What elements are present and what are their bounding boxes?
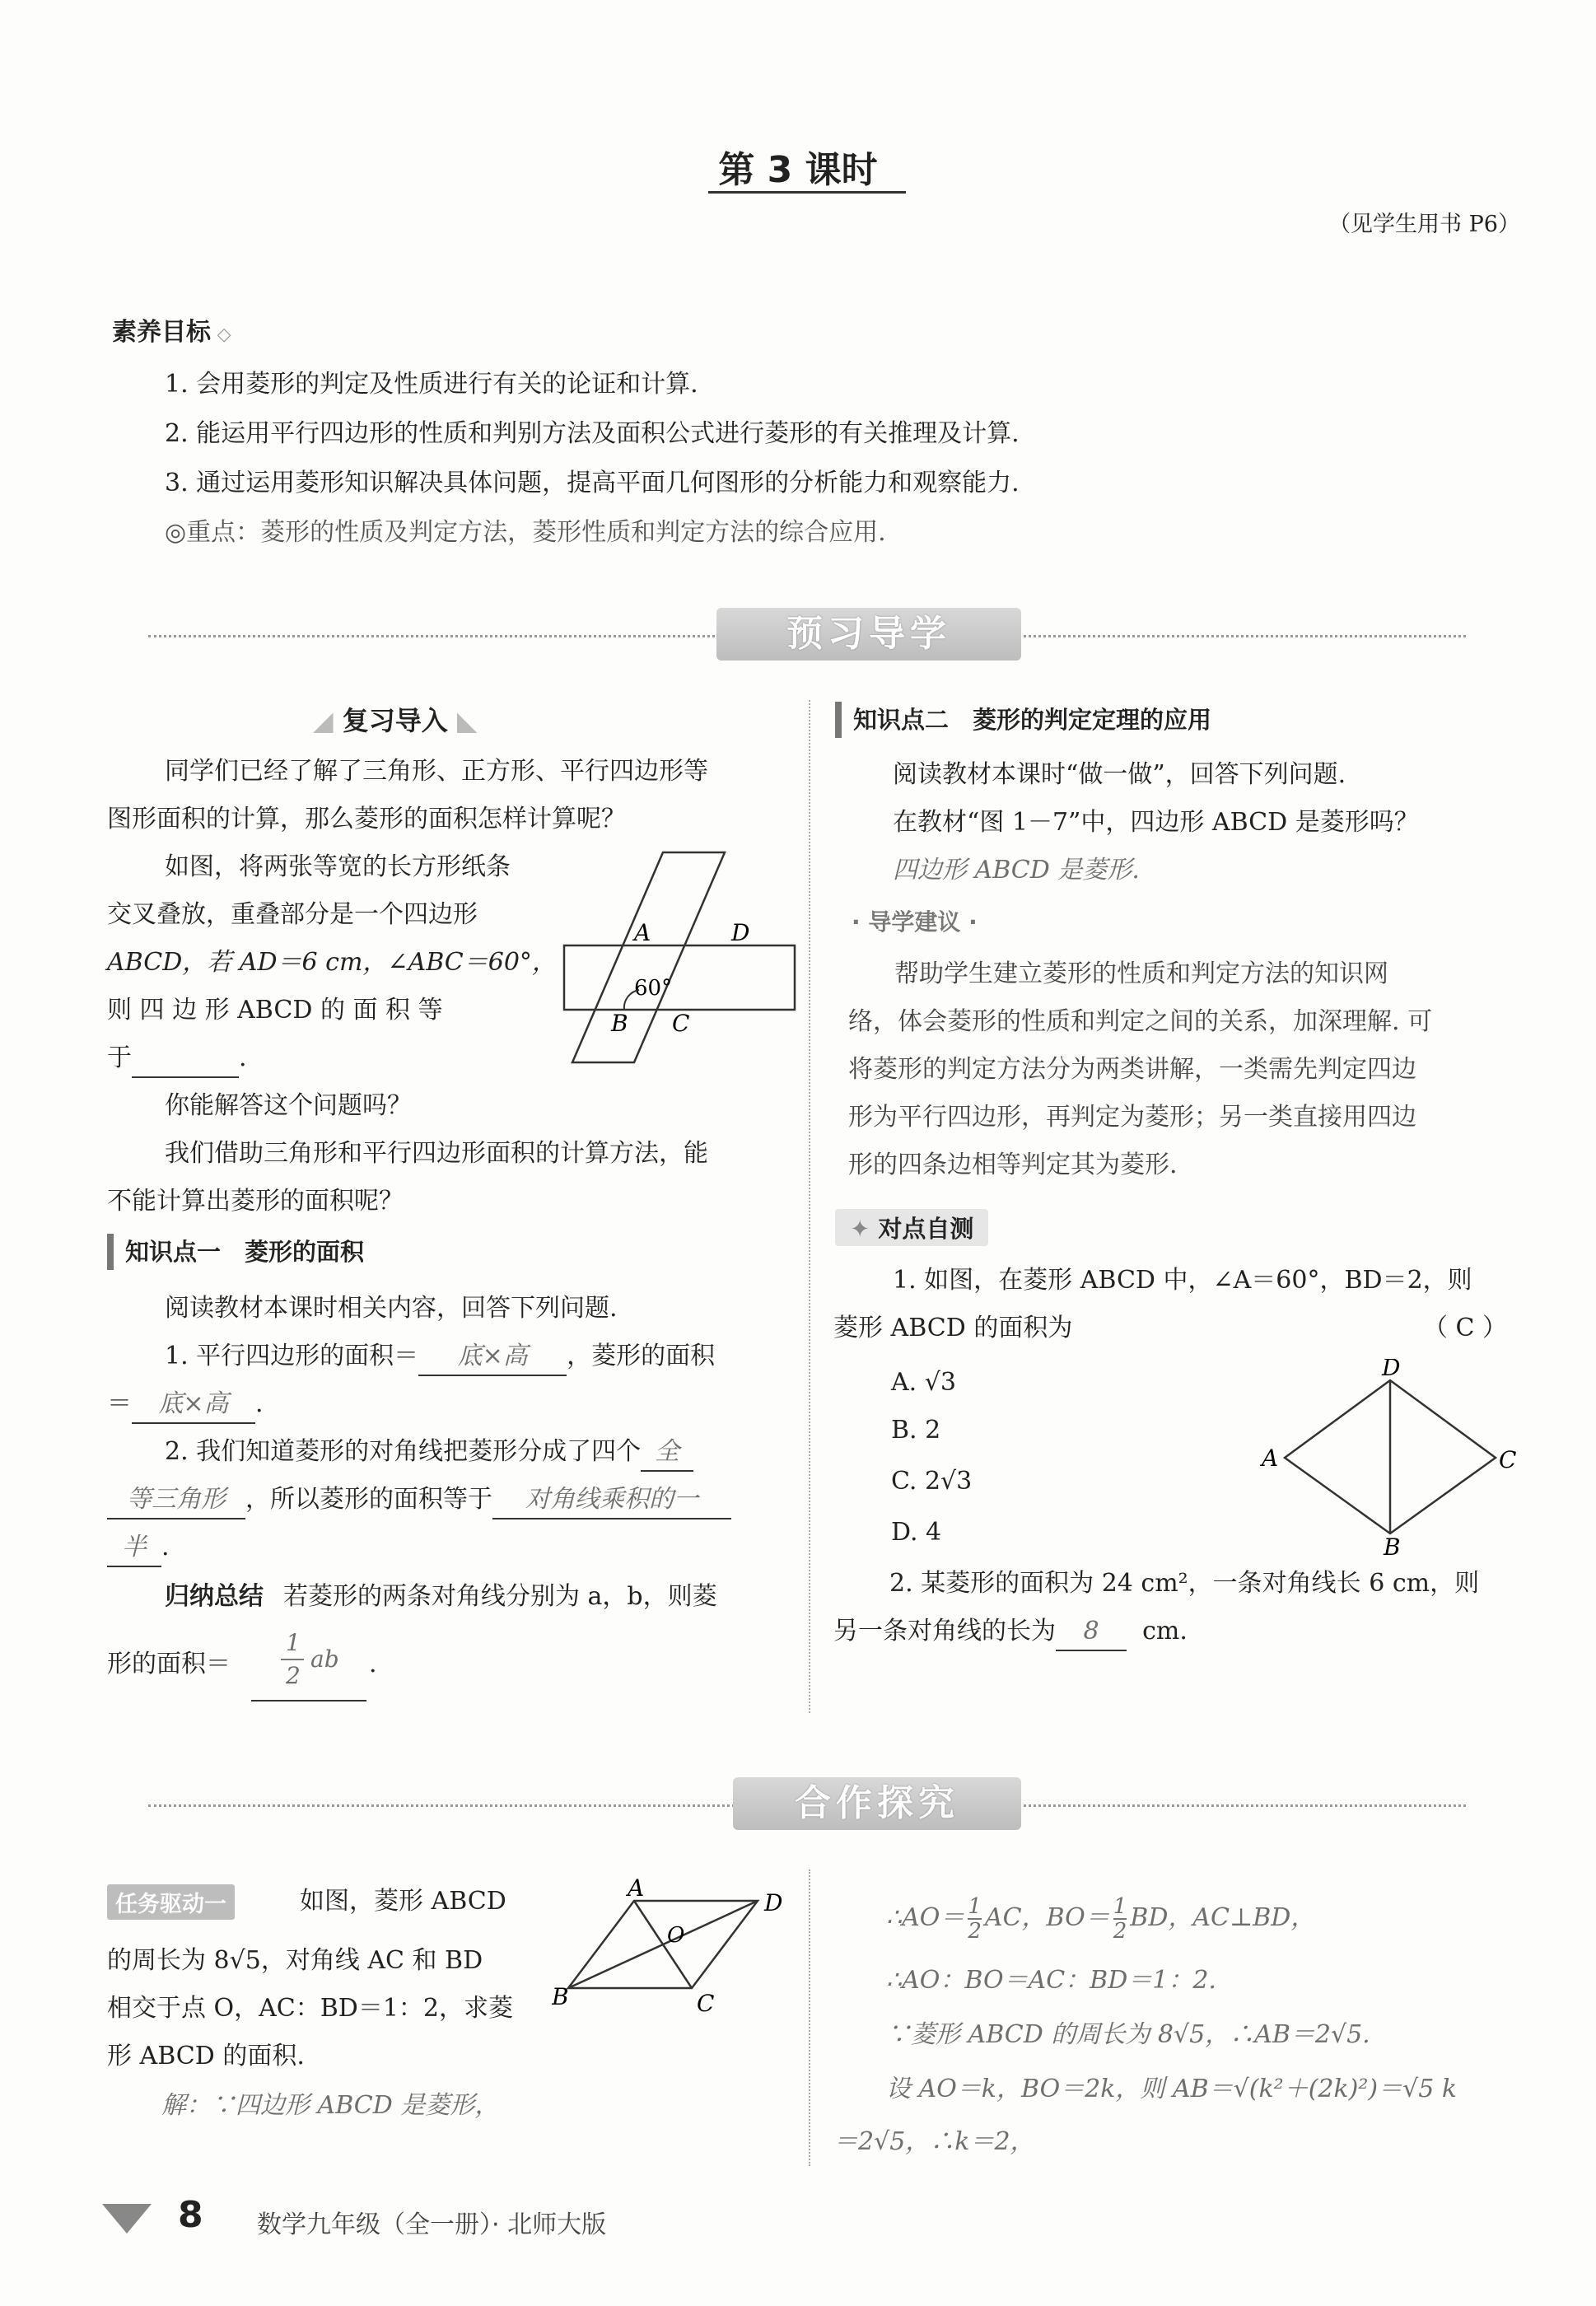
key-point: ◎重点：菱形的性质及判定方法，菱形性质和判定方法的综合应用. [165, 518, 886, 547]
kp1-q1-cont: ＝ 底×高 . [107, 1380, 264, 1428]
solution-l2: ∴AO：BO＝AC：BD＝1：2. [886, 1966, 1216, 1995]
review-p4-l1: 我们借助三角形和平行四边形面积的计算方法，能 [165, 1139, 708, 1168]
review-p2-l3: ABCD，若 AD＝6 cm，∠ABC＝60°， [107, 948, 557, 977]
kp2-title: 知识点二 菱形的判定定理的应用 [835, 702, 1211, 738]
column-divider-bottom [809, 1870, 810, 2166]
solution-l1: ∴AO＝ $\frac{1}{2}$ AC，$BO= \frac{1}{2}$ BD，AC⊥BD， [886, 1894, 1316, 1944]
lesson-title: 第 3 课时 [718, 149, 878, 191]
review-p2-l2: 交叉叠放，重叠部分是一个四边形 [107, 900, 478, 929]
kp1-summary-answer: 1 2 ab [251, 1629, 366, 1701]
book-reference: （见学生用书 P6） [1328, 212, 1520, 237]
svg-text:D: D [764, 1889, 783, 1916]
label-D: D [731, 919, 750, 946]
kp1-summary-cont: 形的面积＝ [107, 1650, 231, 1678]
option-a: A. √3 [891, 1368, 956, 1397]
solution-l5: ＝2√5，∴k＝2， [833, 2127, 1035, 2156]
triangle-icon: ◢ [313, 705, 343, 736]
kp1-summary-end: . [369, 1650, 377, 1678]
parallelogram-figure [552, 1876, 799, 2041]
diamond-icon: ◇ [211, 324, 231, 345]
review-p2-l5: 于 . [107, 1034, 247, 1082]
task-l3: 相交于点 O，AC：BD＝1：2，求菱 [107, 1994, 514, 2023]
goal-2: 2. 能运用平行四边形的性质和判别方法及面积公式进行菱形的有关推理及计算. [165, 419, 1020, 448]
review-p1-l1: 同学们已经了解了三角形、正方形、平行四边形等 [165, 757, 708, 786]
selftest-q2-l2: 另一条对角线的长为 8 cm. [833, 1608, 1188, 1655]
task-l1: 如图，菱形 ABCD [300, 1887, 506, 1916]
label-C: C [672, 1010, 690, 1037]
selftest-q2-l1: 2. 某菱形的面积为 24 cm²，一条对角线长 6 cm，则 [889, 1569, 1480, 1598]
option-d: D. 4 [891, 1518, 942, 1547]
advice-l1: 帮助学生建立菱形的性质和判定方法的知识网 [894, 959, 1388, 988]
solution-l4: 设 AO＝k，BO＝2k，则 AB＝√(k²＋(2k)²)＝√5 k [886, 2075, 1458, 2103]
page-number: 8 [178, 2194, 203, 2236]
rhombus-figure [1252, 1359, 1524, 1557]
section-banner-preview: 预习导学 [148, 608, 1466, 665]
selftest-q1-answer: （ C ） [1423, 1314, 1508, 1342]
label-A: A [634, 919, 651, 946]
selftest-q1-l2: 菱形 ABCD 的面积为 [833, 1314, 1073, 1342]
crossed-strips-figure [560, 848, 807, 1071]
kp1-q2-cont: 等三角形 ，所以菱形的面积等于 对角线乘积的一 [107, 1476, 731, 1524]
task-label: 任务驱动一 [107, 1884, 235, 1920]
goal-1: 1. 会用菱形的判定及性质进行有关的论证和计算. [165, 370, 698, 399]
review-p2-l4: 则 四 边 形 ABCD 的 面 积 等 [107, 996, 443, 1025]
advice-l3: 将菱形的判定方法分为两类讲解，一类需先判定四边 [848, 1055, 1416, 1084]
lesson-title-underline [708, 191, 906, 194]
review-heading: ◢ 复习导入 ◣ [313, 705, 478, 736]
svg-text:O: O [667, 1923, 685, 1948]
advice-l4: 形为平行四边形，再判定为菱形；另一类直接用四边 [848, 1103, 1416, 1132]
review-p1-l2: 图形面积的计算，那么菱形的面积怎样计算呢？ [107, 805, 626, 833]
svg-text:B: B [1384, 1533, 1401, 1557]
review-p3: 你能解答这个问题吗？ [165, 1091, 412, 1120]
advice-l5: 形的四条边相等判定其为菱形. [848, 1151, 1178, 1179]
kp1-intro: 阅读教材本课时相关内容，回答下列问题. [165, 1294, 618, 1323]
option-b: B. 2 [891, 1416, 941, 1445]
solution-l3: ∵菱形 ABCD 的周长为 8√5，∴AB＝2√5. [886, 2020, 1370, 2049]
label-B: B [611, 1010, 628, 1037]
footer-book: 数学九年级（全一册）· 北师大版 [257, 2210, 607, 2239]
svg-text:B: B [552, 1983, 569, 2010]
column-divider [809, 700, 810, 1713]
kp2-l1: 阅读教材本课时“做一做”，回答下列问题. [893, 760, 1346, 789]
goals-heading: 素养目标 ◇ [112, 318, 231, 347]
kp2-l2: 在教材“图 1－7”中，四边形 ABCD 是菱形吗？ [893, 808, 1419, 837]
kp1-q2: 2. 我们知道菱形的对角线把菱形分成了四个 全 [165, 1428, 693, 1476]
svg-text:C: C [1499, 1446, 1517, 1473]
option-c: C. 2√3 [891, 1467, 973, 1496]
section-banner-explore: 合作探究 [148, 1777, 1466, 1835]
task-l2: 的周长为 8√5，对角线 AC 和 BD [107, 1946, 483, 1975]
advice-heading: · 导学建议 · [852, 908, 978, 936]
kp1-summary: 归纳总结 若菱形的两条对角线分别为 a，b，则菱 [165, 1582, 717, 1611]
svg-text:A: A [628, 1876, 645, 1902]
footer-logo-icon [102, 2204, 152, 2234]
task-solution-start: 解：∵四边形 ABCD 是菱形， [161, 2091, 500, 2120]
review-p2-l1: 如图，将两张等宽的长方形纸条 [165, 852, 511, 881]
selftest-heading: ✦ 对点自测 [835, 1209, 988, 1246]
diamond-icon: ✦ [850, 1215, 879, 1243]
svg-text:D: D [1382, 1359, 1401, 1381]
advice-l2: 络，体会菱形的性质和判定之间的关系，加深理解. 可 [848, 1007, 1433, 1036]
kp2-answer: 四边形 ABCD 是菱形. [893, 856, 1140, 885]
kp1-q2-end: 半 . [107, 1524, 170, 1571]
selftest-q1-l1: 1. 如图，在菱形 ABCD 中，∠A＝60°，BD＝2，则 [893, 1266, 1472, 1295]
kp1-q1: 1. 平行四边形的面积＝ 底×高 ，菱形的面积 [165, 1333, 715, 1380]
svg-text:C: C [697, 1990, 715, 2017]
svg-text:A: A [1262, 1445, 1279, 1472]
kp1-title: 知识点一 菱形的面积 [107, 1234, 364, 1270]
goal-3: 3. 通过运用菱形知识解决具体问题，提高平面几何图形的分析能力和观察能力. [165, 469, 1020, 497]
review-p4-l2: 不能计算出菱形的面积呢？ [107, 1187, 404, 1216]
task-l4: 形 ABCD 的面积. [107, 2042, 305, 2070]
label-angle: 60° [634, 976, 673, 1001]
